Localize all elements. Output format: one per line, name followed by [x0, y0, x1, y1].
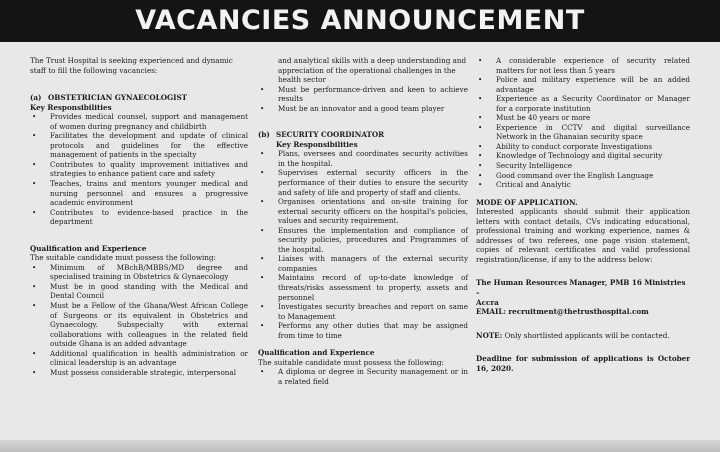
list-item: • Teaches, trains and mentors younger medical and nursing personnel and ensures a progressive academic environment: [30, 179, 248, 208]
application-body: Interested applicants should submit their application letters with contact details, CVs indicating educational, professional training and working experience, names & addresses of two referees, one page vision statement, copies of relevant certificates and valid professional registration/license, if any to the address below:: [476, 207, 690, 264]
list-item: • Maintains record of up-to-date knowledge of threats/risks assessment to property, assets and personnel: [258, 273, 468, 302]
page-edge-shadow: [0, 440, 720, 452]
column-3: [476, 56, 690, 373]
column-1: [30, 56, 248, 385]
list-item: • Must be a Fellow of the Ghana/West African College of Surgeons or its equivalent in Obstetrics and Gynaecology. Subspecialty with external collaborations with colleagues in the related field outside Ghana is an added advantage: [30, 301, 248, 349]
position-a-qualifications: [30, 263, 248, 378]
list-item: • Must be performance-driven and keen to achieve results: [258, 85, 468, 104]
list-item-continued: and analytical skills with a deep understanding and appreciation of the operational challenges in the health sector: [278, 56, 467, 85]
list-item: • Must be 40 years or more: [476, 113, 690, 123]
position-a-qualification-intro: The suitable candidate must possess the following:: [30, 253, 216, 263]
list-item: • Supervises external security officers in the performance of their duties to ensure the security and safety of life and property of staff and clients.: [258, 168, 468, 197]
list-item: • Contributes to quality improvement initiatives and strategies to enhance patient care and safety: [30, 160, 248, 179]
list-item: • Ensures the implementation and compliance of security policies, procedures and Programmes of the hospital.: [258, 226, 468, 255]
list-item: • Organises orientations and on-site training for external security officers on the hospital's policies, values and security requirement.: [258, 197, 468, 226]
list-item: • Facilitates the development and update of clinical protocols and guidelines for the effective management of patients in the specialty: [30, 131, 248, 160]
list-item: • Ability to conduct corporate Investigations: [476, 142, 690, 152]
address-line-2: Accra: [476, 297, 499, 307]
position-a-responsibilities: [30, 112, 248, 227]
position-a-qualifications-continued: [258, 85, 468, 114]
address-line-1: The Human Resources Manager, PMB 16 Ministries –: [476, 278, 686, 298]
page-title: VACANCIES ANNOUNCEMENT: [0, 0, 720, 42]
list-item: • Experience in CCTV and digital surveillance Network in the Ghanaian security space: [476, 123, 690, 142]
email-line: [476, 307, 690, 317]
position-b-responsibilities-heading: Key Responsibilities: [276, 139, 358, 149]
note-text: Only shortlisted applicants will be contacted.: [504, 330, 670, 340]
note-line: [476, 331, 690, 341]
list-item: • Good command over the English Language: [476, 171, 690, 181]
list-item: • Contributes to evidence-based practice in the department: [30, 208, 248, 227]
list-item: • A considerable experience of security related matters for not less than 5 years: [476, 56, 690, 75]
list-item: • Investigates security breaches and report on same to Management: [258, 302, 468, 321]
list-item: • Experience as a Security Coordinator or Manager for a corporate institution: [476, 94, 690, 113]
list-item: • Performs any other duties that may be assigned from time to time: [258, 321, 468, 340]
list-item: • A diploma or degree in Security management or in a related field: [258, 367, 468, 386]
position-b-responsibilities: [258, 149, 468, 340]
list-item: • Provides medical counsel, support and management of women during pregnancy and childbirth: [30, 112, 248, 131]
list-item: • Critical and Analytic: [476, 180, 690, 190]
list-item: • Must possess considerable strategic, interpersonal: [30, 368, 248, 378]
position-a-qualification-heading: Qualification and Experience: [30, 243, 147, 253]
list-item: • Police and military experience will be an added advantage: [476, 75, 690, 94]
position-b-qualifications-continued: [476, 56, 690, 190]
deadline-text: Deadline for submission of applications is October 16, 2020.: [476, 354, 690, 373]
position-b-qualifications: [258, 367, 468, 386]
list-item: • Additional qualification in health administration or clinical leadership is an advantage: [30, 349, 248, 368]
list-item: • Minimum of MBchB/MBBS/MD degree and specialised training in Obstetrics & Gynaecology: [30, 263, 248, 282]
email-label: EMAIL:: [476, 307, 507, 317]
list-item: • Security Intelligence: [476, 161, 690, 171]
list-item: • Must be an innovator and a good team player: [258, 104, 468, 114]
list-item: • Plans, oversees and coordinates security activities in the hospital.: [258, 149, 468, 168]
list-item: • Liaises with managers of the external security companies: [258, 254, 468, 273]
list-item: • Knowledge of Technology and digital security: [476, 151, 690, 161]
list-item: • Must be in good standing with the Medical and Dental Council: [30, 282, 248, 301]
position-b-qualification-heading: Qualification and Experience: [258, 348, 375, 358]
position-b-qualification-intro: The suitable candidate must possess the following:: [258, 357, 444, 367]
email-address[interactable]: recruitment@thetrusthospital.com: [508, 307, 649, 317]
position-b-title: (b) SECURITY COORDINATOR: [258, 130, 385, 140]
position-a-title: (a) OBSTETRICIAN GYNAECOLOGIST: [30, 93, 187, 103]
position-a-responsibilities-heading: Key Responsibilities: [30, 102, 112, 112]
column-2: [258, 56, 468, 395]
application-heading: MODE OF APPLICATION.: [476, 197, 578, 207]
note-label: NOTE:: [476, 330, 503, 340]
intro-text: The Trust Hospital is seeking experienced and dynamic staff to fill the following vacancies:: [30, 56, 233, 75]
